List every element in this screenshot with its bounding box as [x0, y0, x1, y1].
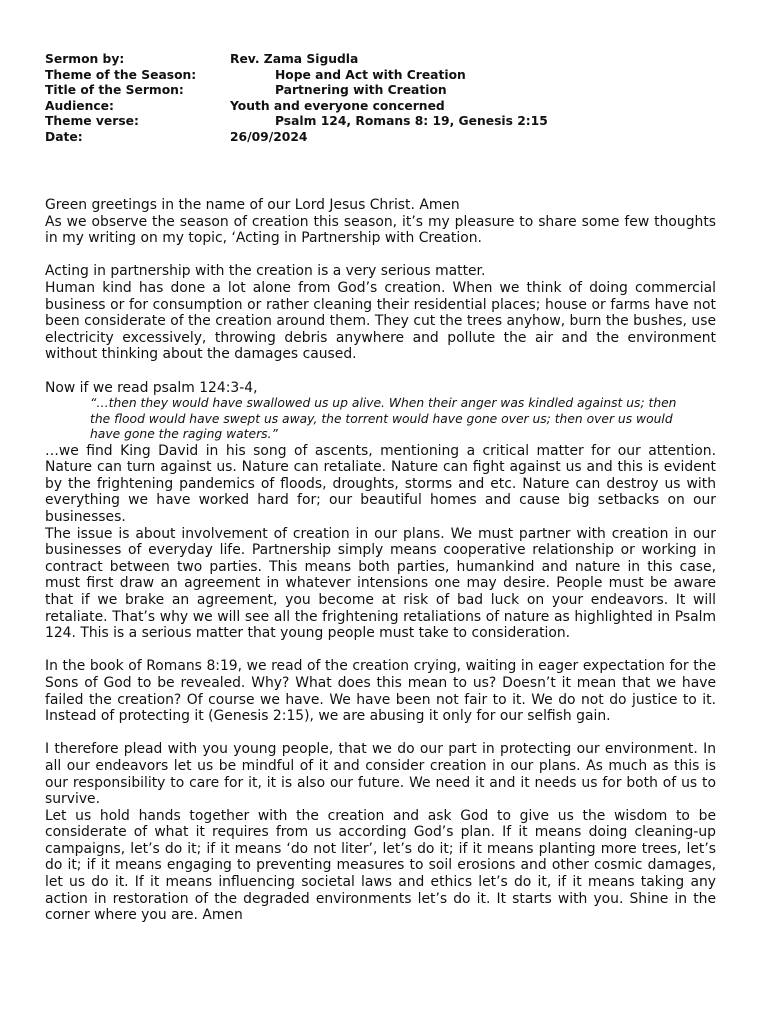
header-label: Theme verse:: [45, 114, 139, 128]
paragraph-gap: [45, 363, 716, 380]
romans-paragraph: In the book of Romans 8:19, we read of the creation crying, waiting in eager expectation for the Sons of God to be revealed. Why? What does this mean to us? Doesn’t it mean that we have failed the creation? Of course we have. We have been not fair to it. We do not do justice to it. Instead of protecting it (Genesis 2:15), we are abusing it only for our selfish gain.: [45, 658, 716, 725]
plead-paragraph: I therefore plead with you young people, that we do our part in protecting our environment. In all our endeavors let us be mindful of it and consider creation in our plans. As much as this is our responsibility to care for it, it is also our future. We need it and it needs us for both of us to survive.: [45, 741, 716, 808]
paragraph-gap: [45, 642, 716, 659]
header-value: Hope and Act with Creation: [275, 67, 466, 82]
king-david-paragraph: …we find King David in his song of ascents, mentioning a critical matter for our attention. Nature can turn against us. Nature can retaliate. Nature can fight against us and this is evident by the frightening pandemics of floods, droughts, storms and etc. Nature can destroy us with everything we have worked hard for; our beautiful homes and cause big setbacks on our businesses.: [45, 442, 716, 525]
header-value: Psalm 124, Romans 8: 19, Genesis 2:15: [275, 114, 548, 128]
serious-matter-paragraph: Acting in partnership with the creation is a very serious matter.: [45, 263, 486, 280]
paragraph-gap: [45, 247, 716, 264]
hold-hands-paragraph: Let us hold hands together with the creation and ask God to give us the wisdom to be considerate of what it requires from us according God’s plan. If it means doing cleaning-up campaigns, let’s do it; if it means ‘do not liter’, let’s do it; if it means planting more trees, let’s do it; if it means engaging to preventing measures to soil erosions and other cosmic damages, let us do it. If it means influencing societal laws and ethics let’s do it, if it means taking any action in restoration of the degraded environments let’s do it. It starts with you. Shine in the corner where you are. Amen: [45, 807, 716, 924]
header-row-theme-verse: [45, 114, 716, 130]
header-row-audience: [45, 99, 716, 115]
header-label: Date:: [45, 129, 83, 144]
involvement-paragraph: The issue is about involvement of creation in our plans. We must partner with creation in our businesses of everyday life. Partnership simply means cooperative relationship or working in contract between two parties. This means both parties, humankind and nature in this case, must first draw an agreement in whatever intensions one may desire. People must be aware that if we brake an agreement, you become at risk of bad luck on your endeavors. It will retaliate. That’s why we will see all the frightening retaliations of nature as highlighted in Psalm 124. This is a serious matter that young people must take to consideration.: [45, 525, 716, 642]
paragraph-gap: [45, 725, 716, 742]
psalm-quote: “…then they would have swallowed us up alive. When their anger was kindled against us; then the flood would have swept us away, the torrent would have gone over us; then over us would have gone the raging waters.”: [90, 396, 677, 442]
header-row-title: [45, 83, 716, 99]
sermon-header: [45, 52, 716, 145]
document-page: [45, 52, 716, 924]
header-label: Title of the Sermon:: [45, 83, 184, 97]
header-value: Rev. Zama Sigudla: [230, 52, 359, 66]
greeting-paragraph: Green greetings in the name of our Lord Jesus Christ. Amen: [45, 197, 460, 213]
header-label: Theme of the Season:: [45, 67, 197, 82]
psalm-intro-line: Now if we read psalm 124:3-4,: [45, 379, 258, 396]
header-value: Youth and everyone concerned: [230, 98, 445, 113]
sermon-body: [45, 197, 716, 924]
header-row-sermon-by: [45, 52, 716, 68]
header-value: Partnering with Creation: [275, 83, 447, 97]
intro-paragraph: As we observe the season of creation this season, it’s my pleasure to share some few thoughts in my writing on my topic, ‘Acting in Partnership with Creation.: [45, 213, 716, 247]
header-label: Audience:: [45, 98, 114, 113]
humankind-paragraph: Human kind has done a lot alone from God’s creation. When we think of doing commercial business or for consumption or rather cleaning their residential places; house or farms have not been considerate of the creation around them. They cut the trees anyhow, burn the bushes, use electricity excessively, throwing debris anywhere and pollute the air and the environment without thinking about the damages caused.: [45, 279, 716, 363]
header-value: 26/09/2024: [230, 129, 308, 144]
header-row-date: [45, 130, 716, 146]
header-label: Sermon by:: [45, 52, 125, 66]
header-row-theme-of-season: [45, 68, 716, 84]
